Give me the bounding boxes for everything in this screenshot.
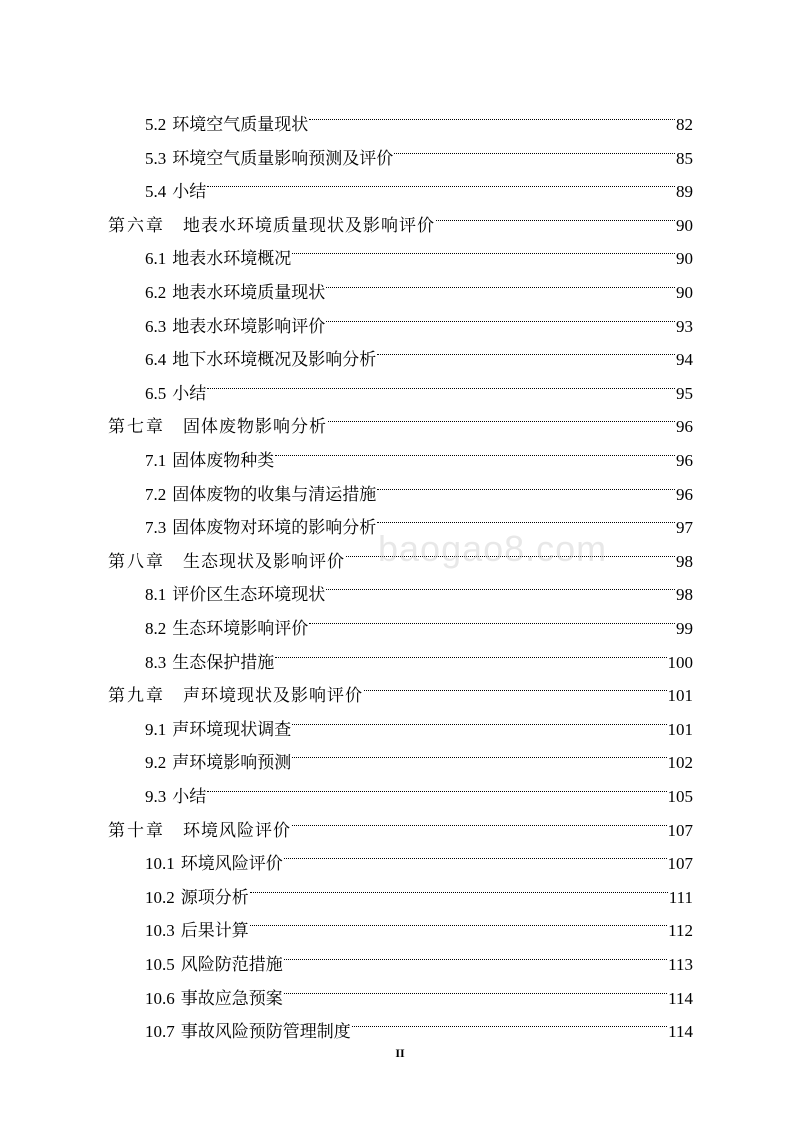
toc-entry-number: 8.3 <box>145 652 167 672</box>
toc-entry-number: 10.5 <box>145 955 175 974</box>
toc-entry-page: 96 <box>676 451 693 470</box>
toc-chapter-entry[interactable] <box>108 398 693 438</box>
toc-entry-title: 环境风险评价 <box>180 854 283 875</box>
toc-dot-leader <box>328 398 675 432</box>
toc-entry-title: 事故风险预防管理制度 <box>180 1022 351 1043</box>
toc-entry-number: 8.1 <box>145 585 167 605</box>
toc-section-entry[interactable] <box>145 499 693 539</box>
toc-entry-title: 环境空气质量影响预测及评价 <box>172 148 394 169</box>
toc-entry-title: 小结 <box>172 182 207 203</box>
toc-entry-number: 5.4 <box>145 182 167 202</box>
toc-entry-page: 97 <box>676 518 693 538</box>
toc-dot-leader <box>436 197 675 231</box>
watermark: baogao8.com <box>378 528 608 569</box>
toc-entry-title: 评价区生态环境现状 <box>172 585 326 606</box>
toc-dot-leader <box>292 802 667 836</box>
toc-chapter-entry[interactable] <box>108 197 693 236</box>
toc-dot-leader <box>326 566 675 600</box>
toc-dot-leader <box>275 432 675 466</box>
toc-entry-page: 90 <box>676 283 693 302</box>
toc-entry-page: 100 <box>667 652 693 672</box>
toc-entry-number: 9.2 <box>145 753 167 773</box>
toc-entry-number: 10.1 <box>145 854 175 874</box>
toc-entry-number: 第六章 <box>108 215 165 236</box>
toc-section-entry[interactable] <box>145 264 693 303</box>
toc-entry-title: 环境风险评价 <box>183 820 291 841</box>
toc-section-entry[interactable] <box>145 902 693 942</box>
toc-entry-number: 5.3 <box>145 148 167 168</box>
toc-dot-leader <box>250 869 668 903</box>
page-number: II <box>395 1046 405 1060</box>
toc-entry-number: 6.5 <box>145 383 167 403</box>
toc-section-entry[interactable] <box>145 331 693 371</box>
toc-entry-page: 90 <box>676 249 693 269</box>
toc-entry-title: 声环境影响预测 <box>172 753 292 774</box>
toc-section-entry[interactable] <box>145 970 693 1009</box>
toc-section-entry[interactable] <box>145 130 693 169</box>
toc-dot-leader <box>292 701 666 735</box>
toc-entry-page: 98 <box>676 585 693 605</box>
toc-chapter-entry[interactable] <box>108 802 693 841</box>
toc-entry-title: 地表水环境质量现状及影响评价 <box>183 215 435 236</box>
toc-entry-title: 地表水环境概况 <box>172 249 292 270</box>
toc-dot-leader <box>292 230 675 264</box>
toc-dot-leader <box>364 667 667 701</box>
toc-entry-number: 第九章 <box>108 686 165 707</box>
toc-section-entry[interactable] <box>145 768 693 807</box>
toc-entry-page: 89 <box>676 182 693 202</box>
toc-dot-leader <box>377 499 675 533</box>
toc-entry-page: 96 <box>676 484 693 504</box>
toc-entry-title: 固体废物对环境的影响分析 <box>172 518 377 539</box>
toc-entry-number: 10.7 <box>145 1022 175 1042</box>
toc-section-entry[interactable] <box>145 734 693 774</box>
toc-entry-title: 声环境现状及影响评价 <box>183 686 363 707</box>
toc-entry-page: 107 <box>667 820 693 840</box>
toc-entry-number: 10.2 <box>145 887 175 907</box>
toc-entry-title: 源项分析 <box>180 887 249 908</box>
toc-entry-page: 98 <box>676 551 693 571</box>
toc-entry-number: 7.1 <box>145 451 167 470</box>
toc-section-entry[interactable] <box>145 1003 693 1043</box>
toc-entry-number: 10.6 <box>145 988 175 1008</box>
toc-entry-title: 固体废物的收集与清运措施 <box>172 484 377 505</box>
toc-section-entry[interactable] <box>145 365 693 404</box>
toc-entry-page: 114 <box>668 1022 693 1042</box>
toc-section-entry[interactable] <box>145 701 693 740</box>
toc-section-entry[interactable] <box>145 298 693 337</box>
toc-dot-leader <box>207 163 675 197</box>
toc-entry-page: 111 <box>668 887 693 907</box>
toc-dot-leader <box>352 1003 667 1037</box>
toc-entry-page: 101 <box>667 719 693 739</box>
toc-section-entry[interactable] <box>145 835 693 875</box>
toc-dot-leader <box>207 365 675 399</box>
toc-dot-leader <box>309 600 675 634</box>
toc-entry-number: 10.3 <box>145 921 175 941</box>
toc-entry-page: 96 <box>676 417 693 437</box>
toc-entry-number: 第十章 <box>108 820 165 841</box>
toc-dot-leader <box>275 634 666 668</box>
toc-entry-title: 生态现状及影响评价 <box>183 551 345 572</box>
toc-entry-number: 6.2 <box>145 283 167 302</box>
toc-entry-page: 95 <box>676 383 693 403</box>
toc-dot-leader <box>207 768 666 802</box>
toc-dot-leader <box>292 734 666 768</box>
toc-entry-number: 5.2 <box>145 115 167 134</box>
toc-entry-page: 85 <box>676 148 693 168</box>
toc-entry-title: 生态保护措施 <box>172 652 275 673</box>
toc-section-entry[interactable] <box>145 230 693 270</box>
toc-chapter-entry[interactable] <box>108 533 693 572</box>
toc-entry-title: 地下水环境概况及影响分析 <box>172 350 377 371</box>
toc-entry-title: 小结 <box>172 787 207 807</box>
toc-entry-page: 94 <box>676 350 693 370</box>
toc-entry-number: 第八章 <box>108 551 165 572</box>
toc-entry-title: 事故应急预案 <box>180 988 283 1009</box>
toc-dot-leader <box>309 96 675 130</box>
toc-dot-leader <box>346 533 675 567</box>
toc-section-entry[interactable] <box>145 432 693 471</box>
toc-dot-leader <box>377 466 675 500</box>
toc-section-entry[interactable] <box>145 634 693 673</box>
toc-entry-number: 8.2 <box>145 619 167 638</box>
toc-entry-title: 地表水环境质量现状 <box>172 283 326 303</box>
toc-entry-page: 82 <box>676 115 693 134</box>
toc-entry-number: 7.3 <box>145 518 167 538</box>
toc-entry-page: 113 <box>668 955 693 974</box>
toc-entry-page: 107 <box>667 854 693 874</box>
toc-entry-number: 6.3 <box>145 316 167 336</box>
toc-entry-title: 固体废物种类 <box>172 451 275 471</box>
toc-entry-page: 114 <box>668 988 693 1008</box>
toc-dot-leader <box>284 835 667 869</box>
toc-section-entry[interactable] <box>145 936 693 975</box>
toc-dot-leader <box>284 936 667 970</box>
toc-chapter-entry[interactable] <box>108 667 693 707</box>
toc-section-entry[interactable] <box>145 466 693 505</box>
toc-entry-page: 99 <box>676 619 693 638</box>
toc-section-entry[interactable] <box>145 869 693 908</box>
toc-dot-leader <box>326 264 675 298</box>
toc-entry-number: 6.4 <box>145 350 167 370</box>
toc-dot-leader <box>394 130 675 164</box>
toc-dot-leader <box>326 298 675 332</box>
toc-entry-title: 生态环境影响评价 <box>172 619 309 639</box>
toc-entry-title: 风险防范措施 <box>180 955 283 975</box>
toc-entry-title: 地表水环境影响评价 <box>172 316 326 337</box>
toc-entry-title: 固体废物影响分析 <box>183 417 327 438</box>
toc-dot-leader <box>377 331 675 365</box>
toc-entry-title: 小结 <box>172 383 207 404</box>
toc-entry-number: 9.1 <box>145 719 167 739</box>
toc-entry-number: 6.1 <box>145 249 167 269</box>
toc-dot-leader <box>250 902 667 936</box>
toc-entry-title: 后果计算 <box>180 921 249 942</box>
toc-entry-title: 声环境现状调查 <box>172 719 292 740</box>
toc-entry-page: 112 <box>668 921 693 941</box>
toc-section-entry[interactable] <box>145 96 693 135</box>
toc-section-entry[interactable] <box>145 163 693 203</box>
toc-entry-page: 102 <box>667 753 693 773</box>
toc-entry-number: 第七章 <box>108 417 165 438</box>
toc-entry-page: 101 <box>667 686 693 706</box>
toc-section-entry[interactable] <box>145 566 693 606</box>
toc-dot-leader <box>284 970 667 1004</box>
toc-entry-page: 93 <box>676 316 693 336</box>
toc-entry-number: 9.3 <box>145 787 167 806</box>
toc-entry-page: 90 <box>676 215 693 235</box>
toc-entry-title: 环境空气质量现状 <box>172 115 309 135</box>
toc-entry-number: 7.2 <box>145 484 167 504</box>
toc-entry-page: 105 <box>667 787 693 806</box>
toc-section-entry[interactable] <box>145 600 693 639</box>
